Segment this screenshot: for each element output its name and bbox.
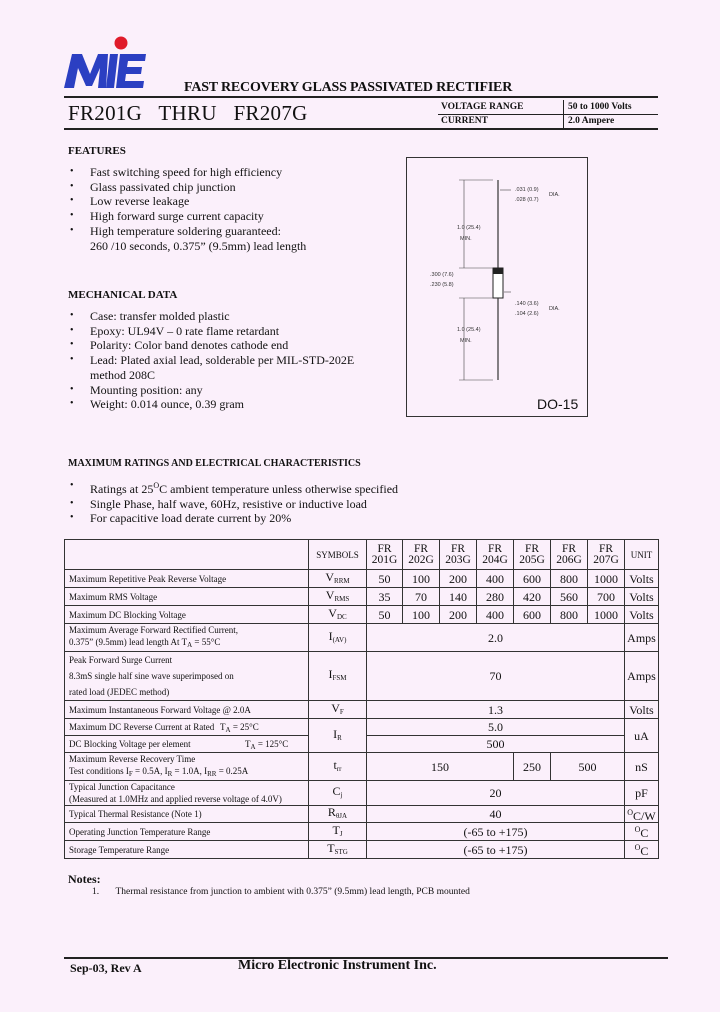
- body-dia-min: .104 (2.6): [515, 311, 539, 317]
- device-header: FR 204G: [477, 540, 514, 570]
- mechanical-item: • Polarity: Color band denotes cathode end: [70, 338, 354, 353]
- revision-label: Sep-03, Rev A: [70, 961, 142, 975]
- spec-divider: [438, 114, 658, 115]
- body-len-min: .230 (5.8): [430, 282, 454, 288]
- table-header-row: [65, 540, 659, 570]
- package-diagram: [406, 157, 588, 417]
- device-header: FR 205G: [514, 540, 551, 570]
- body-len-max: .300 (7.6): [430, 272, 454, 278]
- device-header: FR 207G: [588, 540, 625, 570]
- mechanical-item: • Epoxy: UL94V – 0 rate flame retardant: [70, 324, 354, 339]
- title-rule: [64, 96, 658, 98]
- header-rule: [64, 128, 658, 130]
- ratings-item: • For capacitive load derate current by 20%: [70, 511, 398, 526]
- lead-length-top-min: MIN.: [460, 236, 472, 242]
- voltage-range-label: VOLTAGE RANGE: [441, 102, 524, 112]
- features-list: [70, 165, 306, 253]
- lead-length-bottom: 1.0 (25.4): [457, 327, 481, 333]
- features-heading: FEATURES: [68, 145, 126, 157]
- device-header: FR 206G: [551, 540, 588, 570]
- unit-header: UNIT: [625, 540, 659, 570]
- table-row: Operating Junction Temperature Range $T_J$ (-65 to +175) $^O$C: [65, 823, 659, 841]
- ratings-item: • Single Phase, half wave, 60Hz, resistive or inductive load: [70, 497, 398, 512]
- table-row: Storage Temperature Range $T_{STG}$ (-65 to +175) $^O$C: [65, 841, 659, 859]
- feature-item: 260 /10 seconds, 0.375” (9.5mm) lead length: [90, 238, 307, 253]
- body-dia-max: .140 (3.6): [515, 301, 539, 307]
- table-row: Maximum Instantaneous Forward Voltage @ 2.0A $V_F$ 1.3 Volts: [65, 701, 659, 719]
- mechanical-item: • Lead: Plated axial lead, solderable per MIL-STD-202E: [70, 353, 354, 368]
- table-row: Maximum RMS Voltage $V_{RMS}$ 35 70 140 280 420 560 700 Volts: [65, 588, 659, 606]
- table-row: Maximum DC Reverse Current at Rated $T_A = 25^\circ C$ $I_R$ 5.0 uA: [65, 719, 659, 736]
- lead-dia-label: DIA.: [549, 192, 560, 198]
- lead-dia-min: .028 (0.7): [515, 197, 539, 203]
- table-row: Maximum Average Forward Rectified Current, 0.375” (9.5mm) lead length At $T_A = 55^\circ C$ $I_{(AV)}$ 2.0 Amps: [65, 624, 659, 652]
- note-item: 1. Thermal resistance from junction to ambient with 0.375” (9.5mm) lead length, PCB mounted: [92, 887, 470, 897]
- body-dia-label: DIA.: [549, 306, 560, 312]
- feature-item: • High forward surge current capacity: [70, 209, 306, 224]
- current-value: 2.0 Ampere: [568, 116, 615, 126]
- table-row: Typical Thermal Resistance (Note 1) $R_{\theta JA}$ 40 $^O$C/W: [65, 806, 659, 823]
- logo-red-dot: [115, 37, 128, 50]
- table-row: Peak Forward Surge Current 8.3mS single half sine wave superimposed on rated load (JEDEC method) $I_{FSM}$ 70 Amps: [65, 652, 659, 701]
- table-row: DC Blocking Voltage per element $T_A = 125^\circ C$ 500: [65, 736, 659, 753]
- ratings-heading: MAXIMUM RATINGS AND ELECTRICAL CHARACTERISTICS: [68, 458, 361, 469]
- device-header: FR 201G: [367, 540, 403, 570]
- feature-item: • Fast switching speed for high efficiency: [70, 165, 306, 180]
- feature-item: • Low reverse leakage: [70, 194, 306, 209]
- mechanical-item: • Weight: 0.014 ounce, 0.39 gram: [70, 397, 354, 412]
- feature-item: • Glass passivated chip junction: [70, 180, 306, 195]
- table-row: Maximum Repetitive Peak Reverse Voltage $V_{RRM}$ 50 100 200 400 600 800 1000 Volts: [65, 570, 659, 588]
- mechanical-item: • Case: transfer molded plastic: [70, 309, 354, 324]
- current-label: CURRENT: [441, 116, 488, 126]
- ratings-list: [70, 479, 398, 526]
- table-row: Typical Junction Capacitance (Measured at 1.0MHz and applied reverse voltage of 4.0V) $C_j$ 20 pF: [65, 781, 659, 806]
- logo-letter-ie: [106, 54, 146, 88]
- feature-item: • High temperature soldering guaranteed:: [70, 224, 306, 239]
- company-name: Micro Electronic Instrument Inc.: [238, 958, 437, 973]
- device-header: FR 203G: [440, 540, 477, 570]
- device-header: FR 202G: [403, 540, 440, 570]
- spec-col-divider: [563, 100, 564, 128]
- mechanical-item: • Mounting position: any: [70, 383, 354, 398]
- logo-letter-m: [64, 54, 108, 88]
- mechanical-heading: MECHANICAL DATA: [68, 289, 178, 301]
- lead-length-bottom-min: MIN.: [460, 338, 472, 344]
- notes-heading: Notes:: [68, 872, 101, 886]
- lead-length-top: 1.0 (25.4): [457, 225, 481, 231]
- company-logo: [62, 34, 148, 90]
- mechanical-list: [70, 309, 354, 412]
- ratings-table: [64, 539, 659, 859]
- table-row: Maximum DC Blocking Voltage $V_{DC}$ 50 100 200 400 600 800 1000 Volts: [65, 606, 659, 624]
- package-label: DO-15: [537, 396, 579, 412]
- table-row: Maximum Reverse Recovery Time Test conditions $I_F = 0.5A$, $I_R = 1.0A$, $I_{RR} = 0.25A$ $t_{rr}$ 150 250 500 nS: [65, 753, 659, 781]
- ratings-item: • Ratings at $25^OC$ ambient temperature unless otherwise specified: [70, 479, 398, 497]
- mechanical-item: method 208C: [90, 367, 155, 382]
- part-range: FR201G THRU FR207G: [68, 101, 308, 125]
- voltage-range-value: 50 to 1000 Volts: [568, 102, 632, 112]
- lead-dia-max: .031 (0.9): [515, 187, 539, 193]
- document-title: FAST RECOVERY GLASS PASSIVATED RECTIFIER: [184, 80, 513, 95]
- symbols-header: SYMBOLS: [309, 540, 367, 570]
